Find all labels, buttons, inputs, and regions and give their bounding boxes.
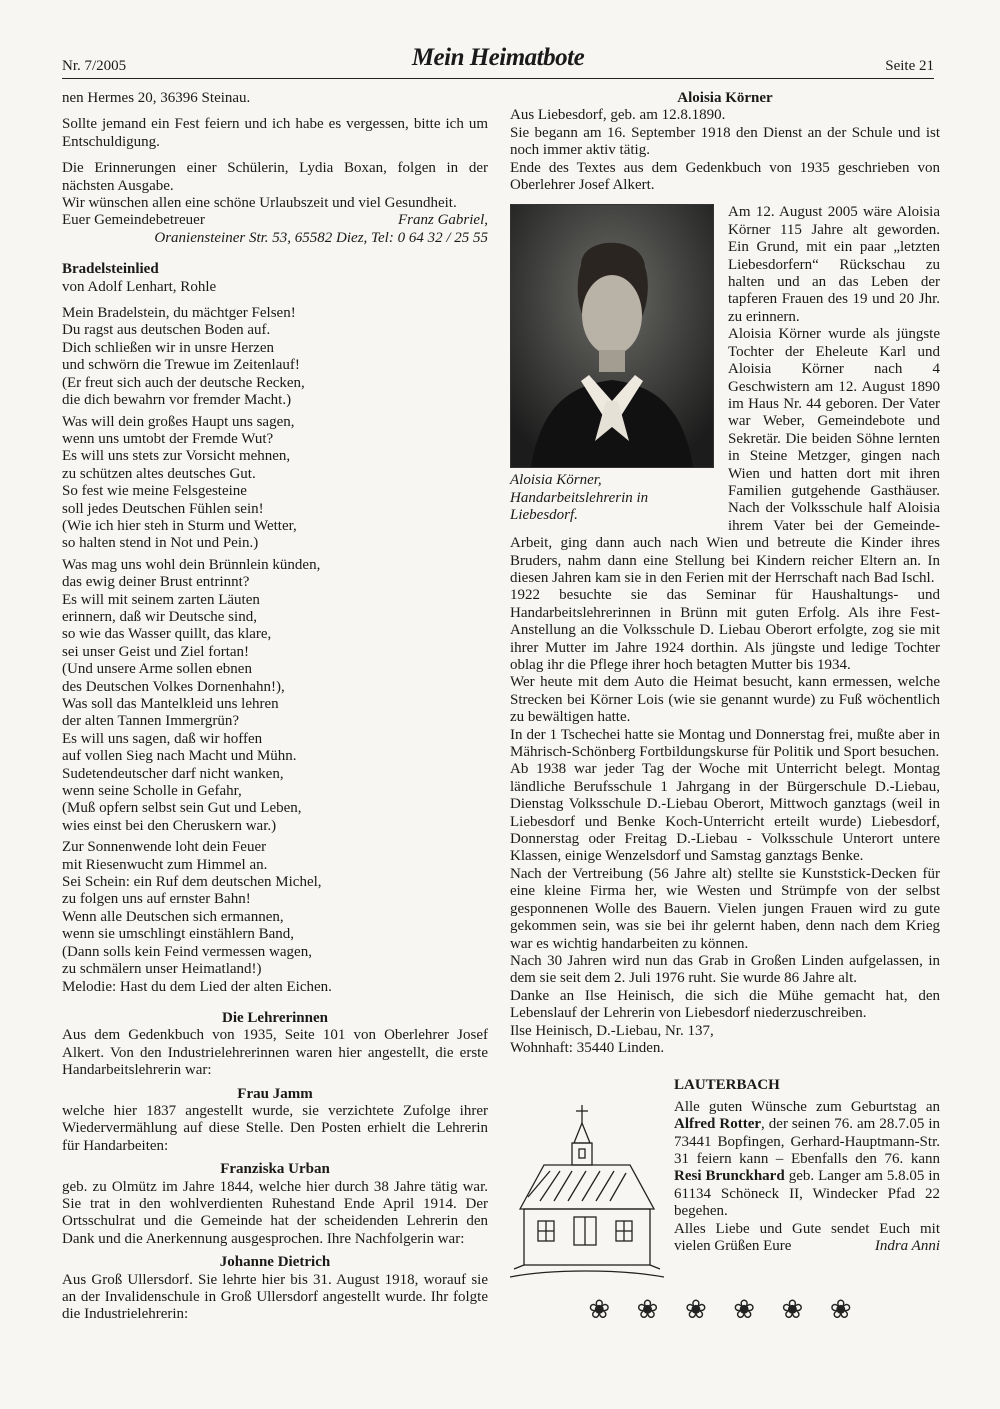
poem [62,305,488,996]
teacher-name: Frau Jamm [237,1085,313,1102]
paragraph: Aus Groß Ullersdorf. Sie lehrte hier bis 31. August 1918, worauf sie an der Invalidenschule in Groß Ullersdorf angestellt wurde. Ihr folgte die Industrielehrerin: [62,1271,488,1323]
poem-line: Wenn alle Deutschen sich ermannen, [62,908,284,925]
paragraph: Die Erinnerungen einer Schülerin, Lydia Boxan, folgen in der nächsten Ausgabe. [62,160,488,194]
chapel-illustration [510,1101,664,1287]
paragraph: Sollte jemand ein Fest feiern und ich habe es vergessen, bitte ich um Entschuldigung. [62,116,488,150]
portrait-photo [510,204,714,468]
poem-line: erinnern, daß wir Deutsche sind, [62,608,257,625]
poem-line: (Dann solls kein Feind vermessen wagen, [62,943,312,960]
paragraph: Ab 1938 war jeder Tag der Woche mit Unterricht belegt. Montag ländliche Berufsschule 1 Jahrgang in der Bürgerschule D.-Liebau, Dienstag Volksschule D.-Liebau Oberort, Mittwoch ganztags (weil in Liebesdorf und Benke Koch-Unterricht erteilt wurde) Liebesdorf, Donnerstag oder Freitag D.-Liebau - Volksschule Unterort untere Klassen, einige Wenzelsdorf und Samstag ganztags Benke. [510,761,940,865]
paragraph: Ende des Textes aus dem Gedenkbuch von 1935 geschrieben von Oberlehrer Josef Alkert. [510,159,940,194]
section-heading: LAUTERBACH [674,1077,780,1094]
poem-line: Sei Schein: ein Ruf dem deutschen Michel, [62,874,322,891]
notice-text: , der seinen 76. am 28.7.05 in 73441 Bopfingen, Gerhard-Hauptmann-Str. 31 feiern kann – Ebenfalls den 76. kann [674,1116,940,1167]
poem-line: (Muß opfern selbst sein Gut und Leben, [62,800,302,817]
lauterbach-section [510,1077,941,1325]
paragraph: Wir wünschen allen eine schöne Urlaubszeit und viel Gesundheit. [62,195,457,212]
paragraph: Aloisia Körner wurde als jüngste Tochter der Eheleute Karl und Aloisia Körner nach 4 Geschwistern am 12. August 1890 im Haus Nr. 44 geboren. Der Vater war Weber, Gemeindebote und Sekretär. Die beiden Söhne lernten in Steine Metzger, gingen nach Wien und hatten dort mit ihren Familien gutgehende Gasthäuser. Nach der Volksschule half Aloisia ihrem Vater bei der Gemeinde-Arbeit, ging dann auch nach Wien und betreute die Kinder ihres Bruders, nahm dann eine Stellung bei Kindern reicher Eltern an. In diesen Jahren kam sie in den Ferien mit der Herrschaft nach Bad Ischl. [510,326,940,586]
poem-line: Was mag uns wohl dein Brünnlein künden, [62,556,321,573]
flower-ornaments: ❀ ❀ ❀ ❀ ❀ ❀ [588,1295,862,1325]
page-header [62,44,934,79]
poem-stanza [62,305,488,409]
poem-line: mit Riesenwucht zum Himmel an. [62,856,268,873]
paragraph: Nach der Vertreibung (56 Jahre alt) stellte sie Kunststick-Decken für eine kleine Firma her, wie Westen und Strümpfe von der selbst gesponnenen Wolle des Bauern. Vielen jungen Frauen wird zu gute gekommen sein, was sie bei ihr gelernt haben, denn nach dem Krieg war es wichtig handarbeiten zu können. [510,865,940,952]
poem-line: der alten Tannen Immergrün? [62,713,240,730]
paragraph: nen Hermes 20, 36396 Steinau. [62,90,251,106]
article-title: Aloisia Körner [677,90,773,106]
poem-line: Dich schließen wir in unsre Herzen [62,339,275,356]
poem-line: so wie das Wasser quillt, das klare, [62,626,272,643]
poem-line: Was will dein großes Haupt uns sagen, [62,413,295,430]
poem-line: Sudetendeutscher darf nicht wanken, [62,765,284,782]
poem-line: (Wie ich hier steh in Sturm und Wetter, [62,517,297,534]
poem-line: zu schützen altes deutsches Gut. [62,465,256,482]
poem-line: so halten stend in Not und Pein.) [62,535,259,552]
notice-text: Alles Liebe und Gute sendet Euch mit vielen Grüßen Eure [674,1220,940,1254]
poem-line: sei unser Geist und Ziel fortan! [62,643,250,660]
chapel-figure [510,1101,664,1287]
person-name: Resi Brunckhard [674,1168,785,1185]
notice-text: geb. Langer am 5.8.05 in 61134 Schöneck II, Windecker Pfad 22 begehen. [674,1168,941,1220]
person-name: Alfred Rotter [674,1116,762,1133]
paragraph: Aus Liebesdorf, geb. am 12.8.1890. [510,107,726,124]
right-column [510,90,941,1325]
paragraph: In der 1 Tschechei hatte sie Montag und Donnerstag frei, mußte aber in Mährisch-Schönberg Fortbildungskurse für Politik und Sport besuchen. [510,726,940,761]
poem-title: Bradelsteinlied [62,261,159,278]
poem-line: zu folgen uns auf ernster Bahn! [62,891,251,908]
poem-line: Es will mit seinem zarten Läuten [62,591,260,608]
signature-address: Oraniensteiner Str. 53, 65582 Diez, Tel: 0 64 32 / 25 55 [154,229,488,246]
portrait-figure [510,204,714,524]
poem-line: Zur Sonnenwende loht dein Feuer [62,839,267,856]
poem-line: soll jedes Deutschen Fühlen sein! [62,500,264,517]
poem-line: Was soll das Mantelkleid uns lehren [62,696,279,712]
poem-line: (Er freut sich auch der deutsche Recken, [62,374,305,391]
left-column [62,90,488,1324]
paragraph: Ilse Heinisch, D.-Liebau, Nr. 137, [510,1022,714,1039]
poem-stanza [62,557,488,696]
teacher-name: Franziska Urban [220,1161,330,1178]
poem-line: Es will uns sagen, daß wir hoffen [62,730,263,747]
paragraph: Nach 30 Jahren wird nun das Grab in Großen Linden aufgelassen, in dem sie seit dem 2. Juli 1976 ruht. Sie wurde 86 Jahre alt. [510,952,940,987]
poem-line: die dich bewahrn vor fremder Macht.) [62,392,292,409]
poem-line: zu schmälern unser Heimatland!) [62,961,262,978]
poem-line: des Deutschen Volkes Dornenhahn!), [62,678,285,695]
poem-line: das ewig deiner Brust entrinnt? [62,574,250,591]
poem-line: (Und unsere Arme sollen ebnen [62,661,252,678]
masthead: Mein Heimatbote [411,44,585,71]
poem-line: Es will uns stets zur Vorsicht mehnen, [62,448,291,465]
poem-line: wenn uns umtobt der Fremde Wut? [62,430,274,447]
poem-line: auf vollen Sieg nach Macht und Mühn. [62,748,297,765]
poem-stanza [62,414,488,553]
paragraph: Am 12. August 2005 wäre Aloisia Körner 115 Jahre alt geworden. Ein Grund, mit ein paar „letzten Liebesdorfern“ Rückschau zu halten und an das Leben der tapferen Frauen des 19 und 20 Jhr. zu erinnern. [728,204,940,325]
poem-stanza [62,696,488,835]
page-number: Seite 21 [885,58,934,74]
paragraph: geb. zu Olmütz im Jahre 1844, welche hier durch 38 Jahre tätig war. Sie trat in den wohlverdienten Ruhestand Ende April 1914. Der Ortsschulrat und die Gemeinde hat der scheidenden Lehrerin den Dank und die Anerkennung ausgesprochen. Ihre Nachfolgerin war: [62,1178,488,1247]
paragraph: Wohnhaft: 35440 Linden. [510,1039,665,1056]
issue-number: Nr. 7/2005 [62,58,127,74]
photo-caption: Aloisia Körner, Handarbeitslehrerin in Liebesdorf. [510,472,649,524]
signature-name: Indra Anni [874,1238,940,1254]
poem-line: und schwörn die Trewue im Zeitenlauf! [62,357,300,374]
paragraph: Wer heute mit dem Auto die Heimat besucht, kann ermessen, welche Strecken bei Körner Lois (wie sie genannt wurde) zu Fuß wöchentlich zu bewältigen hatte. [510,674,940,726]
poem-line: Du ragst aus deutschen Boden auf. [62,322,271,339]
poem-author: von Adolf Lenhart, Rohle [62,278,217,295]
poem-stanza [62,839,488,996]
poem-line: Mein Bradelstein, du mächtger Felsen! [62,305,296,322]
teacher-name: Johanne Dietrich [219,1254,331,1271]
poem-line: Melodie: Hast du dem Lied der alten Eichen. [62,978,332,995]
poem-line: wies einst bei den Cheruskern war.) [62,817,277,834]
signature-label: Euer Gemeindebetreuer [62,212,205,229]
paragraph: Aus dem Gedenkbuch von 1935, Seite 101 von Oberlehrer Josef Alkert. Von den Industrielehrerinnen waren hier angestellt, die erste Handarbeitslehrerin war: [62,1027,488,1079]
portrait-illustration [511,205,713,467]
paragraph: Sie begann am 16. September 1918 den Dienst an der Schule und ist noch immer aktiv tätig. [510,124,940,159]
paragraph: welche hier 1837 angestellt wurde, sie verzichtete Zufolge ihrer Wiedervermählung auf diese Stelle. Den Posten erhielt die Lehrerin für Handarbeiten: [62,1102,488,1154]
paragraph: 1922 besuchte sie das Seminar für Haushaltungs- und Handarbeitslehrerinnen in Brünn mit guten Erfolg. Als ihre Fest-Anstellung an die Volksschule D. Liebau Oberort erfolgte, zog sie mit ihrer Mutter im Jahre 1924 dorthin. Als jüngste und ledige Tochter oblag ihr die Pflege ihrer hoch betagten Mutter bis 1934. [510,587,940,673]
poem-line: wenn seine Scholle in Gefahr, [62,783,242,800]
notice-text: Alle guten Wünsche zum Geburtstag an [674,1098,940,1115]
signature [62,212,488,229]
section-heading: Die Lehrerinnen [222,1009,328,1026]
poem-line: So fest wie meine Felsgesteine [62,483,247,500]
poem-line: wenn sie umschlingt einstählern Band, [62,926,295,943]
signature-name: Franz Gabriel, [398,212,488,229]
paragraph: Danke an Ilse Heinisch, die sich die Mühe gemacht hat, den Lebenslauf der Lehrerin von Liebesdorf niederzuschreiben. [510,987,940,1022]
